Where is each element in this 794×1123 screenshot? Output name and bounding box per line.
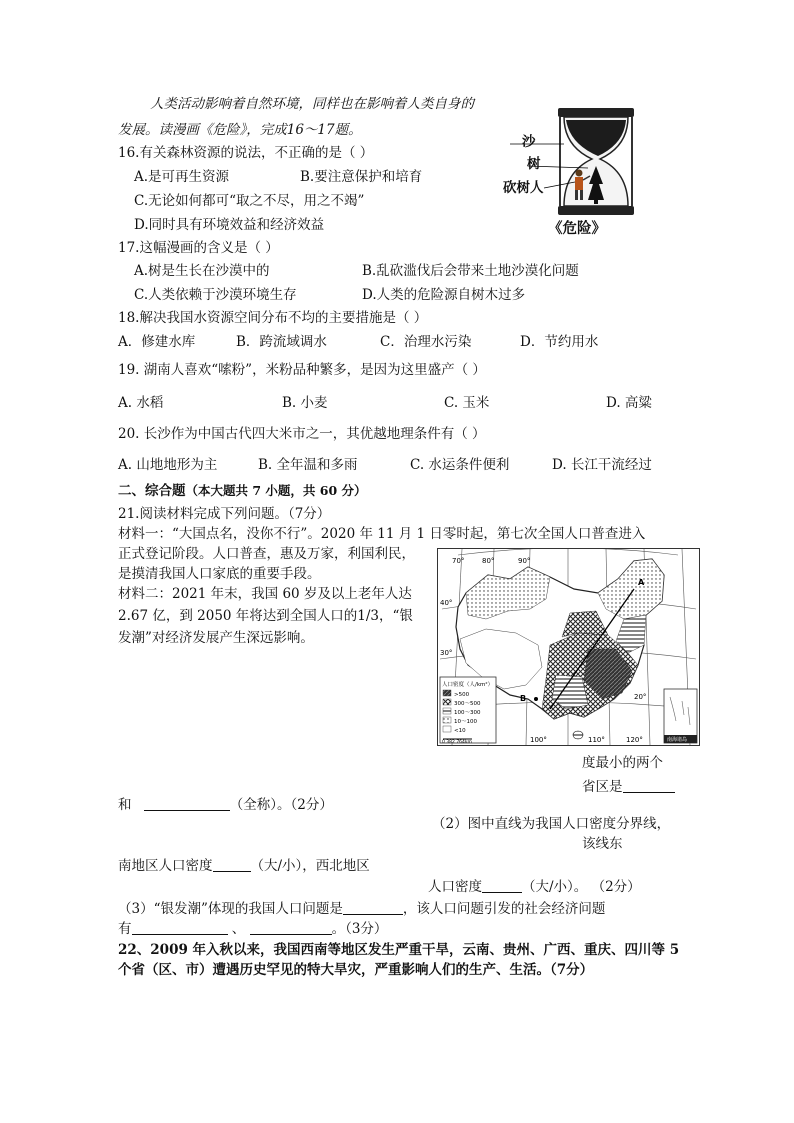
q21-p3-line-a [118,902,605,917]
q21-p2-text-d-post: （大/小）。 （2分） [522,879,641,895]
q22-line-1: 22、2009 年入秋以来，我国西南等地区发生严重干旱，云南、贵州、广西、重庆、四川等 5 [118,942,680,958]
map-lon-110: 110° [588,736,605,744]
population-density-map [437,548,700,746]
map-point-b: B [520,694,527,703]
q16-option-d: D.同时具有环境效益和经济效益 [134,217,325,233]
map-inset-label: 南海诸岛 [667,737,688,743]
q16-stem: 16.有关森林资源的说法，不正确的是（ ） [118,145,374,161]
q21-material2-line3: 发潮”对经济发展产生深远影响。 [118,630,314,646]
q21-material1-line2: 正式登记阶段。人口普查，惠及万家，利国利民， [118,546,415,562]
q21-p2-line-d [428,880,641,895]
q18-option-c: C．治理水污染 [380,334,472,350]
map-legend-2: 300～500 [454,701,481,707]
cartoon-caption: 《危险》 [548,221,606,237]
q19-option-c: C. 玉米 [444,395,490,411]
q21-p1-text-c-post: （全称）。（2分） [229,797,333,813]
cartoon-label-tree: 树 [527,156,541,172]
q17-stem: 17.这幅漫画的含义是（ ） [118,240,279,256]
q20-option-c: C. 水运条件便利 [410,457,510,473]
section-2-heading [118,485,367,499]
q21-p1-text-c-pre: 和 [118,797,132,813]
q21-p1-answer-blank-2[interactable] [144,798,230,811]
q16-option-a: A.是可再生资源 [134,169,230,185]
q17-option-d: D.人类的危险源自树木过多 [362,287,526,303]
q21-p1-text-b: 省区是 [582,779,623,795]
q21-p3-text-a-pre: （3）“银发潮”体现的我国人口问题是 [118,901,343,917]
q17-option-c: C.人类依赖于沙漠环境生存 [134,287,297,303]
q21-p3-text-a-post: ，该人口问题引发的社会经济问题 [402,901,606,917]
q21-material1-line1: 材料一：“大国点名，没你不行”。2020 年 11 月 1 日零时起，第七次全国人口普查进入 [118,526,646,542]
q21-p3-answer-blank-3[interactable] [250,922,332,935]
q16-option-b: B.要注意保护和培育 [300,169,423,185]
q16-option-c: C.无论如何都可“取之不尽，用之不竭” [134,193,365,209]
q21-p1-answer-blank-1[interactable] [623,780,675,793]
q21-p1-line-a: 度最小的两个 [582,755,663,771]
q21-p3-answer-blank-1[interactable] [343,902,403,915]
q21-p2-text-c-pre: 南地区人口密度 [118,858,213,874]
map-lon-120: 120° [626,736,643,744]
q21-material2-line2: 2.67 亿，到 2050 年将达到全国人口的1/3，“银 [118,608,413,624]
q17-option-b: B.乱砍滥伐后会带来土地沙漠化问题 [362,263,579,279]
q21-material1-line3: 是摸清我国人口家底的重要手段。 [118,566,321,582]
q21-p2-line-c [118,859,370,874]
q18-stem: 18.解决我国水资源空间分布不均的主要措施是（ ） [118,310,428,326]
q21-p2-answer-blank-1[interactable] [213,859,251,872]
q18-option-a: A．修建水库 [118,334,196,350]
map-figure [438,549,699,745]
q21-p2-text-d-pre: 人口密度 [428,879,482,895]
q20-option-d: D. 长江干流经过 [552,457,652,473]
q20-stem: 20. 长沙作为中国古代四大米市之一，其优越地理条件有（ ） [118,426,486,442]
map-legend-5: <10 [454,728,466,734]
q21-p3-text-b-pre: 有 [118,921,132,937]
map-lon-80: 80° [482,557,495,565]
map-lat-40: 40° [440,599,453,607]
intro-line-1: 人类活动影响着自然环境，同样也在影响着人类自身的 [150,96,474,112]
q21-p1-line-b [582,780,675,795]
q21-p3-text-b-mid: 、 [231,921,246,937]
map-legend-3: 100～300 [454,710,481,716]
q21-p2-text-c-post: （大/小），西北地区 [250,858,370,874]
q21-p3-text-b-post: 。（3分） [331,921,388,937]
q18-option-b: B．跨流域调水 [236,334,327,350]
q20-option-a: A. 山地地形为主 [118,457,218,473]
q21-p1-line-c [118,798,333,813]
cartoon-label-cutter: 砍树人 [503,180,544,196]
map-lat-20: 20° [634,693,647,701]
map-legend-4: 10～100 [454,719,477,725]
map-point-a: A [638,578,645,587]
q21-stem: 21.阅读材料完成下列问题。（7分） [118,506,331,522]
q21-p2-line-b: 该线东 [582,836,623,852]
cartoon-label-sand: 沙 [522,134,536,150]
q18-option-d: D．节约用水 [520,334,599,350]
map-lon-90: 90° [518,557,531,565]
map-scale: 0 382 764km [442,740,472,745]
q21-material2-line1: 材料二：2021 年末，我国 60 岁及以上老年人达 [118,586,412,602]
section-2-note: （本大题共 7 小题，共 60 分） [185,483,367,498]
map-lat-30: 30° [440,649,453,657]
map-lon-100: 100° [530,736,547,744]
q21-p3-answer-blank-2[interactable] [132,922,228,935]
q21-p3-line-b [118,922,387,937]
q22-line-2: 个省（区、市）遭遇历史罕见的特大旱灾，严重影响人们的生产、生活。（7分） [118,962,594,978]
map-legend-title: 人口密度（人/km²） [442,682,494,688]
intro-line-2: 发展。读漫画《危险》，完成16～17题。 [118,122,362,138]
q19-option-a: A. 水稻 [118,395,164,411]
q19-option-d: D. 高粱 [606,395,652,411]
section-2-title: 二、综合题 [118,483,186,499]
q21-p2-answer-blank-2[interactable] [482,880,522,893]
q17-option-a: A.树是生长在沙漠中的 [134,263,270,279]
map-legend-1: >500 [454,692,470,698]
q20-option-b: B. 全年温和多雨 [258,457,358,473]
map-lon-70: 70° [452,557,465,565]
q19-stem: 19. 湖南人喜欢“嗦粉”，米粉品种繁多，是因为这里盛产（ ） [118,362,486,378]
q19-option-b: B. 小麦 [282,395,328,411]
q21-p2-line-a: （2）图中直线为我国人口密度分界线， [432,816,671,832]
